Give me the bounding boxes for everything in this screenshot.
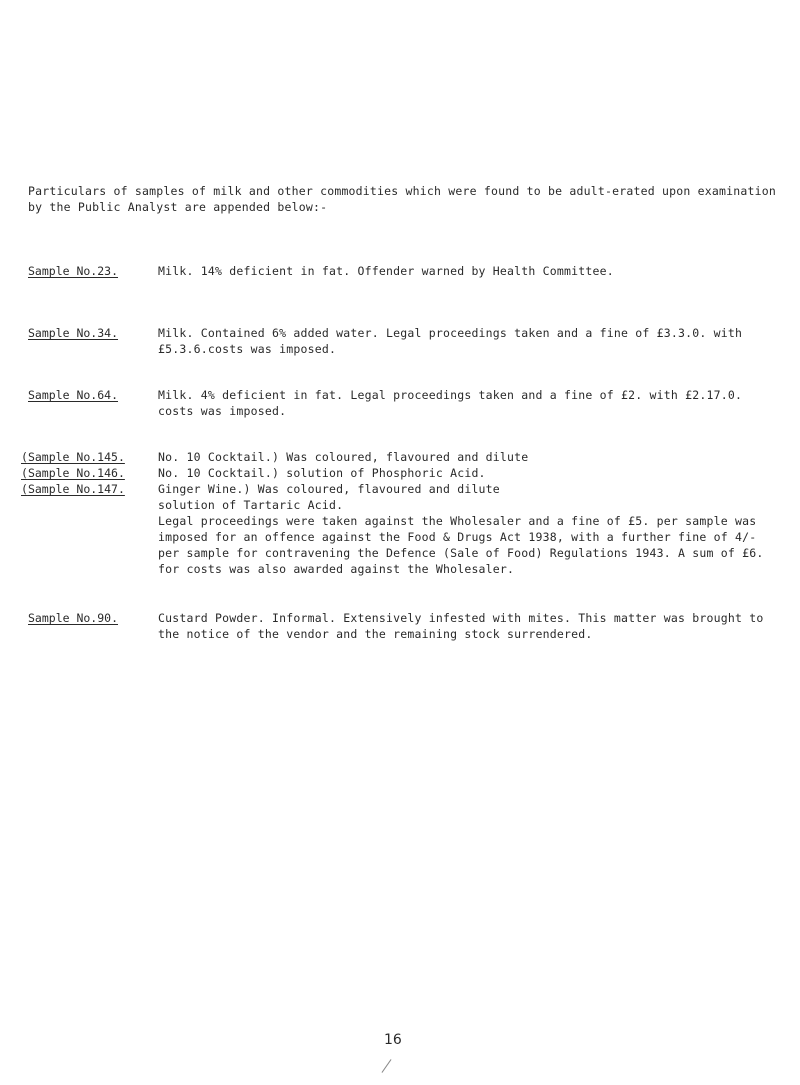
sample-label-group xyxy=(28,449,126,497)
entry-line: No. 10 Cocktail.) Was coloured, flavoured and dilute xyxy=(158,450,529,464)
entry-line: Legal proceedings were taken against the Wholesaler and a fine of £5. per sample was imposed for an offence against the Food & Drugs Act 1938, with a further fine of 4/- per sample for contravening the Defence (Sale of Food) Regulations 1943. A sum of £6. for costs was also awarded against the Wholesaler. xyxy=(158,514,771,576)
entry-line: Milk. 4% deficient in fat. Legal proceedings taken and a fine of £2. with £2.17.0. costs was imposed. xyxy=(158,388,750,418)
intro-paragraph: Particulars of samples of milk and other commodities which were found to be adult-erated upon examination by the Public Analyst are appended below:- xyxy=(28,184,776,214)
pencil-mark xyxy=(382,1059,392,1073)
sample-label-group xyxy=(28,387,126,403)
entry-line: Milk. 14% deficient in fat. Offender warned by Health Committee. xyxy=(158,264,614,278)
entry-text xyxy=(158,610,771,642)
entry-line: Ginger Wine.) Was coloured, flavoured and dilute xyxy=(158,482,500,496)
entry-text xyxy=(158,263,768,279)
sample-label: ( Sample No.146. xyxy=(28,465,126,481)
sample-label-group xyxy=(28,263,126,279)
sample-label-group xyxy=(28,325,126,341)
sample-label-group xyxy=(28,610,126,626)
sample-label: Sample No.64. xyxy=(28,388,119,402)
entry-line: No. 10 Cocktail.) solution of Phosphoric Acid. xyxy=(158,466,486,480)
sample-label: ( Sample No.147. xyxy=(28,481,126,497)
page-number: 16 xyxy=(384,1032,402,1048)
sample-label: Sample No.90. xyxy=(28,611,119,625)
entry-text xyxy=(158,449,771,577)
sample-label: Sample No.34. xyxy=(28,326,119,340)
entry-line: Milk. Contained 6% added water. Legal proceedings taken and a fine of £3.3.0. with £5.3.6.costs was imposed. xyxy=(158,326,750,356)
sample-label: ( Sample No.145. xyxy=(28,449,126,465)
entry-text xyxy=(158,387,768,419)
sample-label: Sample No.23. xyxy=(28,264,119,278)
entry-text xyxy=(158,325,768,357)
entry-line: solution of Tartaric Acid. xyxy=(158,498,344,512)
entry-line: Custard Powder. Informal. Extensively infested with mites. This matter was brought to the notice of the vendor and the remaining stock surrendered. xyxy=(158,611,771,641)
